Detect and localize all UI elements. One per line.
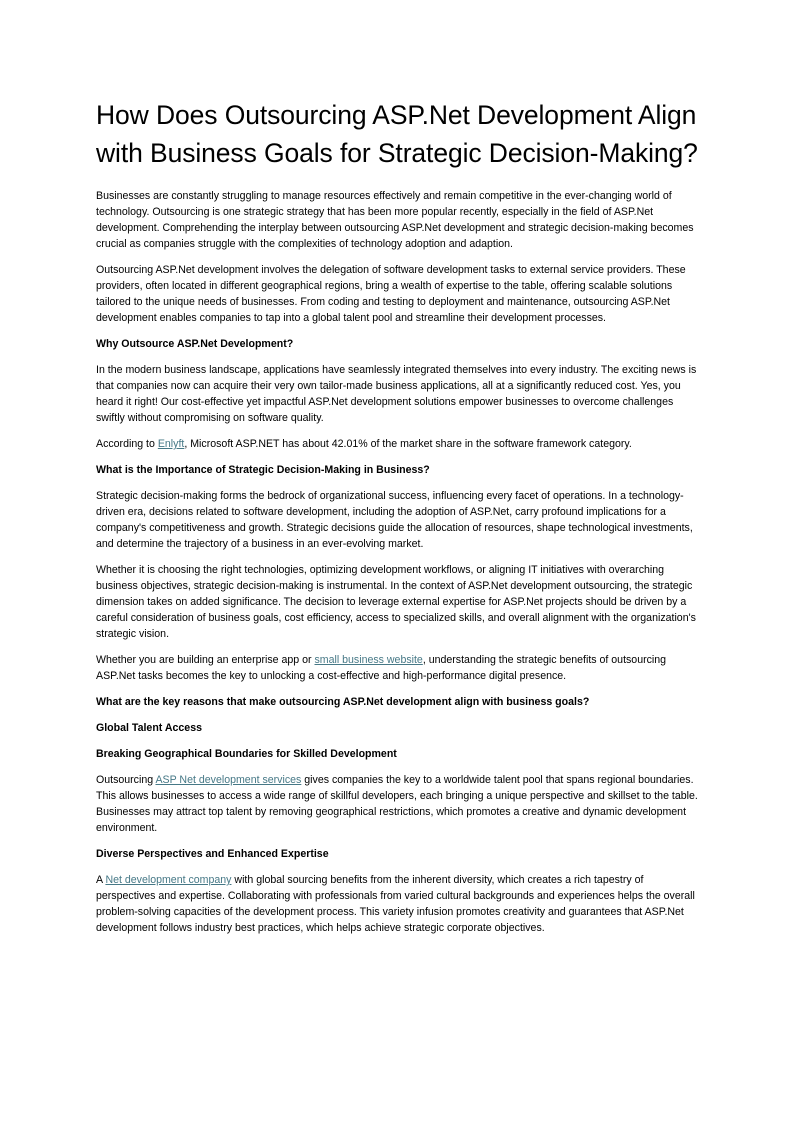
outsourcing-text-after: gives companies the key to a worldwide talent pool that spans regional boundaries. This allows businesses to access a wide range of skillful developers, each bringing a unique perspective and skillset to the table. Businesses may attract top talent by removing geographical restrictions, which promotes a creative and dynamic development environment. bbox=[96, 774, 698, 834]
net-development-company-link[interactable]: Net development company bbox=[105, 874, 232, 886]
enlyft-link[interactable]: Enlyft bbox=[157, 438, 185, 450]
importance-paragraph-2: Whether it is choosing the right technologies, optimizing development workflows, or aligning IT initiatives with overarching business objectives, strategic decision-making is instrumental. In the context of ASP.Net development outsourcing, the strategic dimension takes on added significance. The decision to leverage external expertise for ASP.Net projects should be driven by a careful consideration of business goals, cost efficiency, access to specialized skills, and overall alignment with the organization's strategic vision. bbox=[96, 564, 696, 640]
according-text-after: , Microsoft ASP.NET has about 42.01% of the market share in the software framework category. bbox=[184, 438, 632, 450]
importance-heading: What is the Importance of Strategic Decision-Making in Business? bbox=[96, 464, 430, 476]
document-page bbox=[96, 96, 698, 946]
outsourcing-text-before: Outsourcing bbox=[96, 774, 156, 786]
key-reasons-heading: What are the key reasons that make outsourcing ASP.Net development align with business goals? bbox=[96, 696, 590, 708]
according-paragraph bbox=[96, 436, 698, 452]
breaking-boundaries-heading: Breaking Geographical Boundaries for Skilled Development bbox=[96, 748, 397, 760]
intro-paragraph-1: Businesses are constantly struggling to manage resources effectively and remain competitive in the ever-changing world of technology. Outsourcing is one strategic strategy that has been more popular recently, especially in the field of ASP.Net development. Comprehending the interplay between outsourcing ASP.Net development and strategic decision-making becomes crucial as companies struggle with the complexities of technology adoption and adaption. bbox=[96, 190, 694, 250]
global-talent-heading: Global Talent Access bbox=[96, 722, 202, 734]
according-text-before: According to bbox=[96, 438, 158, 450]
whether-text-before: Whether you are building an enterprise app or bbox=[96, 654, 315, 666]
diverse-text-before: A bbox=[96, 874, 106, 886]
importance-paragraph-1: Strategic decision-making forms the bedrock of organizational success, influencing every facet of operations. In a technology-driven era, decisions related to software development, including the adoption of ASP.Net, carry profound implications for a company's competitiveness and growth. Strategic decisions guide the allocation of resources, shape technological investments, and determine the trajectory of a business in an ever-evolving market. bbox=[96, 490, 693, 550]
outsourcing-paragraph bbox=[96, 772, 698, 836]
diverse-perspectives-heading: Diverse Perspectives and Enhanced Expertise bbox=[96, 848, 329, 860]
asp-net-services-link[interactable]: ASP Net development services bbox=[155, 774, 302, 786]
small-business-website-link[interactable]: small business website bbox=[314, 654, 423, 666]
whether-text-after: , understanding the strategic benefits of outsourcing ASP.Net tasks becomes the key to unlocking a cost-effective and high-performance digital presence. bbox=[96, 654, 667, 682]
diverse-text-after: with global sourcing benefits from the inherent diversity, which creates a rich tapestry of perspectives and expertise. Collaborating with professionals from varied cultural backgrounds and experiences helps the overall problem-solving capacities of the development process. This variety infusion promotes creativity and guarantees that ASP.Net development follows industry best practices, which helps achieve strategic corporate objectives. bbox=[96, 874, 695, 934]
page-title: How Does Outsourcing ASP.Net Development Align with Business Goals for Strategic Decision-Making? bbox=[96, 100, 698, 168]
why-outsource-paragraph: In the modern business landscape, applications have seamlessly integrated themselves into every industry. The exciting news is that companies now can acquire their very own tailor-made business applications, all at a significantly reduced cost. Yes, you heard it right! Our cost-effective yet impactful ASP.Net development solutions empower businesses to overcome challenges swiftly without compromising on software quality. bbox=[96, 364, 697, 424]
why-outsource-heading: Why Outsource ASP.Net Development? bbox=[96, 338, 294, 350]
intro-paragraph-2: Outsourcing ASP.Net development involves the delegation of software development tasks to external service providers. These providers, often located in different geographical regions, bring a wealth of expertise to the table, offering scalable solutions tailored to the unique needs of businesses. From coding and testing to deployment and maintenance, outsourcing ASP.Net development enables companies to tap into a global talent pool and streamline their development processes. bbox=[96, 264, 686, 324]
diverse-paragraph bbox=[96, 872, 698, 936]
whether-paragraph bbox=[96, 652, 698, 684]
